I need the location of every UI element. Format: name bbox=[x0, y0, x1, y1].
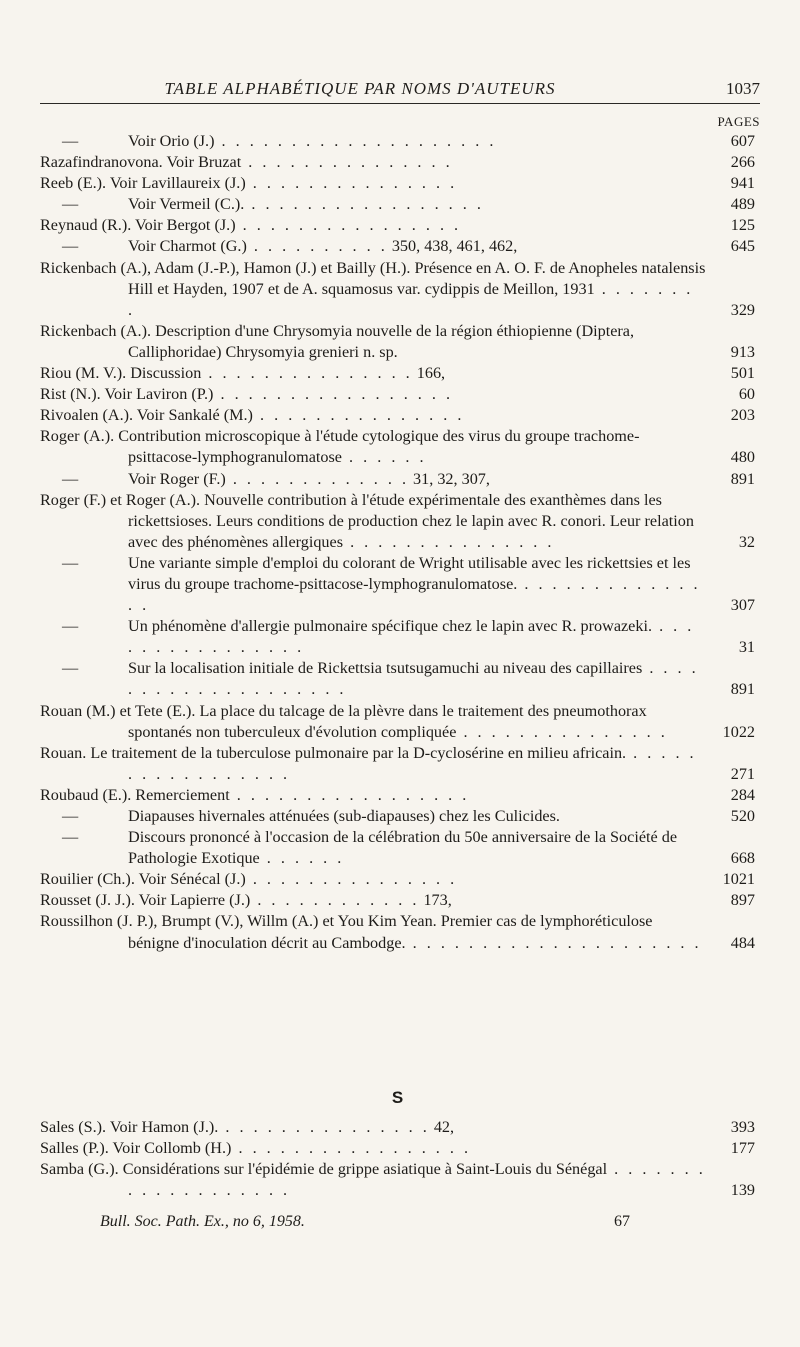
index-entry bbox=[40, 321, 755, 363]
index-entry bbox=[40, 1117, 755, 1138]
page-reference: 1021 bbox=[722, 870, 755, 889]
page-reference: 484 bbox=[730, 933, 755, 952]
index-entry bbox=[40, 426, 755, 468]
entry-text: Sur la localisation initiale de Rickettsia tsutsugamuchi au niveau des capillaires bbox=[128, 659, 643, 678]
entry-text-block bbox=[40, 469, 707, 490]
entry-text: Sales (S.). Voir Hamon (J.). bbox=[40, 1118, 219, 1136]
index-entry bbox=[40, 152, 755, 173]
index-entry bbox=[40, 785, 755, 806]
leader-dots: . . . . . . . . . . . . . . . . . bbox=[231, 1139, 472, 1158]
entry-text: Roubaud (E.). Remerciement bbox=[40, 785, 230, 804]
page-reference: 891 bbox=[730, 469, 755, 488]
index-entry bbox=[40, 1159, 755, 1201]
page-reference: 125 bbox=[730, 216, 755, 235]
entry-text: Rouilier (Ch.). Voir Sénécal (J.) bbox=[40, 870, 246, 889]
leader-dots: . . . . . . . . . . . . . . . . . . . . bbox=[214, 132, 497, 150]
entry-text: Voir Vermeil (C.). bbox=[128, 195, 245, 214]
leader-dots: . . . . . . . . . . . . . . . bbox=[343, 532, 555, 551]
continuation-dash: — bbox=[62, 828, 79, 847]
pages-column-label: PAGES bbox=[717, 114, 760, 129]
entry-text-block bbox=[40, 426, 707, 468]
index-entry bbox=[40, 215, 755, 236]
page-footer bbox=[100, 1213, 630, 1231]
entry-text: Voir Charmot (G.) bbox=[128, 237, 247, 256]
entry-text-block bbox=[40, 827, 707, 869]
entry-text: Voir Roger (F.) bbox=[128, 469, 226, 488]
entry-text-block bbox=[40, 701, 707, 743]
index-entry bbox=[40, 173, 755, 194]
entry-text-block bbox=[40, 890, 707, 911]
index-entry bbox=[40, 405, 755, 426]
index-entry bbox=[40, 469, 755, 490]
leader-dots: . . . . . . . . . . . . . bbox=[225, 469, 409, 488]
index-entry bbox=[40, 701, 755, 743]
entry-text-block bbox=[40, 1138, 707, 1159]
leader-dots: . . . . . . . . . . . . . . . bbox=[241, 153, 453, 172]
entry-text: Voir Orio (J.) bbox=[128, 132, 215, 150]
entry-text-block bbox=[40, 490, 707, 553]
entry-text-block bbox=[40, 152, 707, 173]
index-entry bbox=[40, 616, 755, 658]
continuation-dash: — bbox=[62, 469, 79, 488]
page-reference: 1022 bbox=[722, 722, 755, 741]
index-entry bbox=[40, 869, 755, 890]
page-reference: 607 bbox=[730, 132, 755, 150]
entry-text: Rickenbach (A.), Adam (J.-P.), Hamon (J.) et Bailly (H.). Présence en A. O. F. de Anopheles natalensis Hill et Hayden, 1907 et de A. squamosus var. cydippis de Meillon, 1931 bbox=[40, 258, 706, 298]
index-entry bbox=[40, 236, 755, 257]
page-number: 1037 bbox=[726, 79, 760, 98]
leader-dots: . . . . . . . . . . . . bbox=[250, 891, 420, 910]
leader-dots: . . . . . . . . . . . . . . . . . bbox=[213, 385, 454, 404]
index-entry bbox=[40, 658, 755, 700]
continuation-dash: — bbox=[62, 132, 79, 150]
leader-dots: . . . . . . . . . . . . . . . . . . . bbox=[128, 1160, 706, 1200]
index-entry bbox=[40, 384, 755, 405]
page-reference: 501 bbox=[730, 364, 755, 383]
page-reference: 177 bbox=[730, 1139, 755, 1158]
page-reference: 139 bbox=[730, 1181, 755, 1200]
extra-pages: 350, 438, 461, 462, bbox=[387, 237, 518, 256]
running-header bbox=[40, 76, 760, 102]
entry-text: Diapauses hivernales atténuées (sub-diapauses) chez les Culicides. bbox=[128, 807, 560, 825]
page-reference: 329 bbox=[730, 300, 755, 319]
page-reference: 307 bbox=[730, 596, 755, 615]
entry-text-block bbox=[40, 405, 707, 426]
index-entry bbox=[40, 890, 755, 911]
index-entries-s bbox=[40, 1117, 755, 1201]
extra-pages: 173, bbox=[419, 891, 452, 910]
page-reference: 271 bbox=[730, 764, 755, 783]
entry-text-block bbox=[40, 173, 707, 194]
leader-dots: . . . . . . . . . . . . . . . bbox=[245, 174, 458, 193]
index-entry bbox=[40, 806, 755, 827]
index-entry bbox=[40, 1138, 755, 1159]
entry-text-block bbox=[40, 215, 707, 236]
continuation-dash: — bbox=[62, 807, 79, 825]
page-reference: 668 bbox=[730, 849, 755, 868]
leader-dots: . . . . . . . . . . . . . . . . bbox=[128, 617, 695, 657]
entry-text-block bbox=[40, 258, 707, 321]
entry-text: Un phénomène d'allergie pulmonaire spécifique chez le lapin avec R. prowazeki. bbox=[128, 617, 653, 636]
footer-citation: Bull. Soc. Path. Ex., no 6, 1958. bbox=[100, 1213, 305, 1230]
page-reference: 941 bbox=[730, 174, 755, 193]
leader-dots: . . . . . . . . . . . . . . . . . . . . . bbox=[405, 933, 702, 952]
page-reference: 897 bbox=[730, 891, 755, 910]
index-entry bbox=[40, 363, 755, 384]
running-title: TABLE ALPHABÉTIQUE PAR NOMS D'AUTEURS bbox=[164, 79, 556, 98]
extra-pages: 42, bbox=[429, 1118, 455, 1136]
leader-dots: . . . . . . . . . . . . . . . bbox=[218, 1118, 430, 1136]
entry-text: Riou (M. V.). Discussion bbox=[40, 364, 202, 383]
leader-dots: . . . . . . . . . . . . . . . bbox=[128, 574, 701, 615]
entry-text-block bbox=[40, 553, 707, 616]
extra-pages: 31, 32, 307, bbox=[409, 469, 490, 488]
leader-dots: . . . . . . . . . . . . . . . bbox=[252, 406, 465, 425]
entry-text: Rouan (M.) et Tete (E.). La place du talcage de la plèvre dans le traitement des pneumothorax spontanés non tuberculeux d'évolution compliquée bbox=[40, 701, 647, 741]
leader-dots: . . . . . . . . bbox=[128, 279, 694, 319]
index-entry bbox=[40, 553, 755, 616]
index-entry bbox=[40, 131, 755, 152]
entry-text: Razafindranovona. Voir Bruzat bbox=[40, 153, 242, 172]
index-entry bbox=[40, 490, 755, 553]
section-letter: S bbox=[391, 1088, 404, 1107]
continuation-dash: — bbox=[62, 617, 79, 636]
extra-pages: 166, bbox=[412, 364, 446, 383]
entry-text-block bbox=[40, 1159, 707, 1201]
entry-text-block bbox=[40, 363, 707, 384]
page-reference: 520 bbox=[730, 807, 755, 825]
page-reference: 489 bbox=[730, 195, 755, 214]
leader-dots: . . . . . . . . . . . . . . . . bbox=[235, 216, 462, 235]
entry-text-block bbox=[40, 658, 707, 700]
page-reference: 645 bbox=[730, 237, 755, 256]
page-reference: 913 bbox=[730, 342, 755, 361]
page-reference: 891 bbox=[730, 680, 755, 699]
header-rule bbox=[40, 103, 760, 104]
leader-dots: . . . . . . . . . . . . . . . . . bbox=[128, 743, 697, 783]
entry-text: Roussilhon (J. P.), Brumpt (V.), Willm (A.) et You Kim Yean. Premier cas de lymphoréticulose bénigne d'inoculation décrit au Cambodge. bbox=[40, 912, 653, 952]
leader-dots: . . . . . . . . . . bbox=[246, 237, 388, 256]
entry-text-block bbox=[40, 1117, 707, 1138]
index-entry bbox=[40, 194, 755, 215]
entry-text-block bbox=[40, 616, 707, 658]
index-entry bbox=[40, 911, 755, 953]
page-reference: 32 bbox=[738, 532, 755, 551]
entry-text-block bbox=[40, 384, 707, 405]
entry-text: Reynaud (R.). Voir Bergot (J.) bbox=[40, 216, 236, 235]
entry-text-block bbox=[40, 131, 707, 152]
entry-text: Salles (P.). Voir Collomb (H.) bbox=[40, 1139, 232, 1158]
leader-dots: . . . . . . . . . . . . . . . bbox=[201, 364, 413, 383]
entry-text: Roger (A.). Contribution microscopique à l'étude cytologique des virus du groupe trachome-psittacose-lymphogranulomatose bbox=[40, 427, 640, 467]
leader-dots: . . . . . . . . . . . . . . . . . bbox=[229, 785, 470, 804]
entry-text-block bbox=[40, 321, 707, 363]
entry-text-block bbox=[40, 869, 707, 890]
page-reference: 266 bbox=[730, 153, 755, 172]
entry-text-block bbox=[40, 806, 707, 827]
continuation-dash: — bbox=[62, 195, 79, 214]
index-entry bbox=[40, 258, 755, 321]
entry-text: Roger (F.) et Roger (A.). Nouvelle contribution à l'étude expérimentale des exanthèmes dans les rickettsioses. Leurs conditions de production chez le lapin avec R. conori. Leur relation avec des phénomènes allergiques bbox=[40, 490, 694, 551]
page-reference: 60 bbox=[738, 385, 755, 404]
entry-text: Rist (N.). Voir Laviron (P.) bbox=[40, 385, 214, 404]
leader-dots: . . . . . . . . . . . . . . . bbox=[245, 870, 458, 889]
entry-text: Samba (G.). Considérations sur l'épidémie de grippe asiatique à Saint-Louis du Sénégal bbox=[40, 1160, 608, 1179]
page-reference: 284 bbox=[730, 785, 755, 804]
page-reference: 203 bbox=[730, 406, 755, 425]
leader-dots: . . . . . . . . . . . . . . . . . bbox=[244, 195, 484, 214]
entry-text-block bbox=[40, 194, 707, 215]
entry-text-block bbox=[40, 785, 707, 806]
entry-text-block bbox=[40, 911, 707, 953]
continuation-dash: — bbox=[62, 237, 79, 256]
entry-text: Discours prononcé à l'occasion de la célébration du 50e anniversaire de la Société de Pathologie Exotique bbox=[128, 828, 678, 868]
entry-text: Une variante simple d'emploi du colorant de Wright utilisable avec les rickettsies et les virus du groupe trachome-psittacose-lymphogranulomatose. bbox=[128, 553, 691, 593]
leader-dots: . . . . . . bbox=[342, 448, 427, 467]
index-entry bbox=[40, 743, 755, 785]
leader-dots: . . . . . . . . . . . . . . . . . . . . bbox=[128, 659, 699, 699]
entry-text-block bbox=[40, 236, 707, 257]
leader-dots: . . . . . . . . . . . . . . . bbox=[456, 722, 668, 741]
continuation-dash: — bbox=[62, 553, 79, 572]
index-entry bbox=[40, 827, 755, 869]
index-entries-r bbox=[40, 131, 755, 954]
entry-text: Rouan. Le traitement de la tuberculose pulmonaire par la D-cyclosérine en milieu africain. bbox=[40, 743, 627, 762]
page-reference: 393 bbox=[730, 1118, 755, 1136]
entry-text-block bbox=[40, 743, 707, 785]
entry-text: Rickenbach (A.). Description d'une Chrysomyia nouvelle de la région éthiopienne (Diptera, Calliphoridae) Chrysomyia grenieri n. sp. bbox=[40, 321, 635, 361]
continuation-dash: — bbox=[62, 659, 79, 678]
entry-text: Rousset (J. J.). Voir Lapierre (J.) bbox=[40, 891, 251, 910]
page-reference: 480 bbox=[730, 448, 755, 467]
entry-text: Rivoalen (A.). Voir Sankalé (M.) bbox=[40, 406, 253, 425]
entry-text: Reeb (E.). Voir Lavillaureix (J.) bbox=[40, 174, 246, 193]
footer-signature: 67 bbox=[614, 1213, 630, 1230]
leader-dots: . . . . . . bbox=[259, 849, 345, 868]
page-reference: 31 bbox=[738, 638, 755, 657]
